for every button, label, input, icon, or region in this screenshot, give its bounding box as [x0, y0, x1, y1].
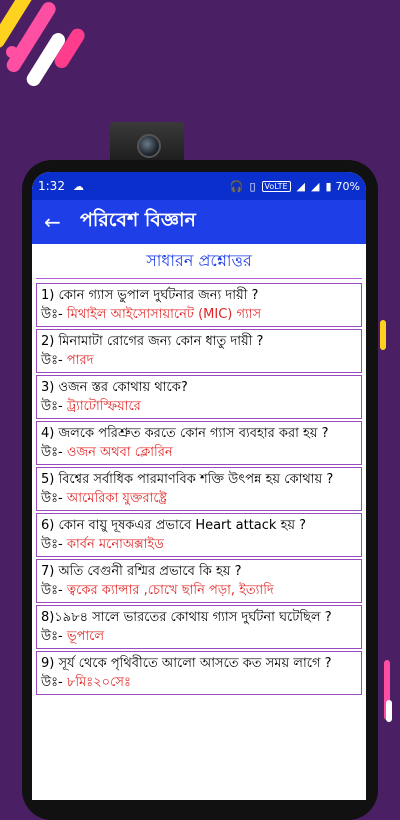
- arrow-left-icon[interactable]: ←: [44, 210, 61, 234]
- answer-text: কার্বন মনোঅক্সাইড: [66, 537, 164, 552]
- qa-list: [32, 279, 366, 695]
- qa-item: [36, 513, 362, 557]
- battery-icon: ▮: [325, 179, 332, 193]
- status-bar: [32, 172, 366, 200]
- answer-prefix: উঃ-: [41, 675, 67, 690]
- qa-item: [36, 283, 362, 327]
- question-text: 3) ওজন স্তর কোথায় থাকে?: [41, 380, 188, 395]
- question-text: 8)১৯৮৪ সালে ভারতের কোথায় গ্যাস দুর্ঘটনা ঘটেছিল ?: [41, 610, 332, 625]
- qa-item: [36, 329, 362, 373]
- battery-level: 70%: [335, 179, 360, 193]
- answer-text: ৮মিঃ২০সেঃ: [66, 675, 131, 690]
- vibrate-icon: ▯: [249, 179, 256, 193]
- question-text: 1) কোন গ্যাস ভুপাল দুর্ঘটনার জন্য দায়ী ?: [41, 288, 259, 303]
- answer-prefix: উঃ-: [41, 629, 67, 644]
- camera-lens-icon: [137, 134, 161, 158]
- answer-text: পারদ: [66, 353, 94, 368]
- answer-line: [41, 673, 357, 692]
- question-text: 4) জলকে পরিশ্রুত করতে কোন গ্যাস ব্যবহার করা হয় ?: [41, 426, 329, 441]
- qa-item: [36, 421, 362, 465]
- section-title: সাধারন প্রশ্নোত্তর: [36, 244, 362, 279]
- answer-text: ভূপালে: [66, 629, 105, 644]
- decorative-stripe: [386, 700, 392, 722]
- answer-line: [41, 397, 357, 416]
- answer-text: ট্র্যাটোস্ফিয়ারে: [66, 399, 141, 414]
- answer-text: আমেরিকা যুক্তরাষ্ট্রে: [66, 491, 167, 506]
- answer-prefix: উঃ-: [41, 537, 67, 552]
- qa-item: [36, 605, 362, 649]
- answer-prefix: উঃ-: [41, 399, 67, 414]
- signal-icon: ◢: [296, 179, 306, 193]
- answer-line: [41, 535, 357, 554]
- page-title: পরিবেশ বিজ্ঞান: [80, 209, 196, 231]
- app-bar: [32, 200, 366, 244]
- answer-line: [41, 305, 357, 324]
- qa-item: [36, 375, 362, 419]
- answer-prefix: উঃ-: [41, 307, 67, 322]
- answer-prefix: উঃ-: [41, 353, 67, 368]
- answer-line: [41, 581, 357, 600]
- answer-text: ওজন অথবা ক্লোরিন: [66, 445, 173, 460]
- volte-badge: VoLTE: [262, 181, 291, 192]
- answer-line: [41, 627, 357, 646]
- question-text: 5) বিশ্বের সর্বাধিক পারমাণবিক শক্তি উৎপন্ন হয় কোথায় ?: [41, 472, 334, 487]
- qa-item: [36, 651, 362, 695]
- question-text: 2) মিনামাটা রোগের জন্য কোন ধাতু দায়ী ?: [41, 334, 264, 349]
- question-text: 9) সূর্য থেকে পৃথিবীতে আলো আসতে কত সময় লাগে ?: [41, 656, 332, 671]
- headphones-icon: 🎧: [229, 179, 244, 193]
- answer-prefix: উঃ-: [41, 445, 67, 460]
- qa-item: [36, 467, 362, 511]
- answer-text: মিথাইল আইসোসায়ানেট (MIC) গ্যাস: [66, 307, 262, 322]
- answer-line: [41, 489, 357, 508]
- status-time: 1:32: [38, 179, 65, 193]
- notification-icon: ☁: [72, 179, 84, 193]
- answer-prefix: উঃ-: [41, 583, 67, 598]
- answer-line: [41, 351, 357, 370]
- signal-icon-2: ◢: [311, 179, 320, 193]
- answer-prefix: উঃ-: [41, 491, 67, 506]
- answer-text: ত্বকের ক্যান্সার ,চোখে ছানি পড়া, ইত্যাদি: [66, 583, 274, 598]
- question-text: 7) অতি বেগুনী রশ্মির প্রভাবে কি হয় ?: [41, 564, 242, 579]
- answer-line: [41, 443, 357, 462]
- phone-screen: [32, 172, 366, 800]
- question-text: 6) কোন বায়ু দূষকএর প্রভাবে Heart attack হয় ?: [41, 518, 307, 533]
- qa-item: [36, 559, 362, 603]
- decorative-stripe: [380, 320, 386, 350]
